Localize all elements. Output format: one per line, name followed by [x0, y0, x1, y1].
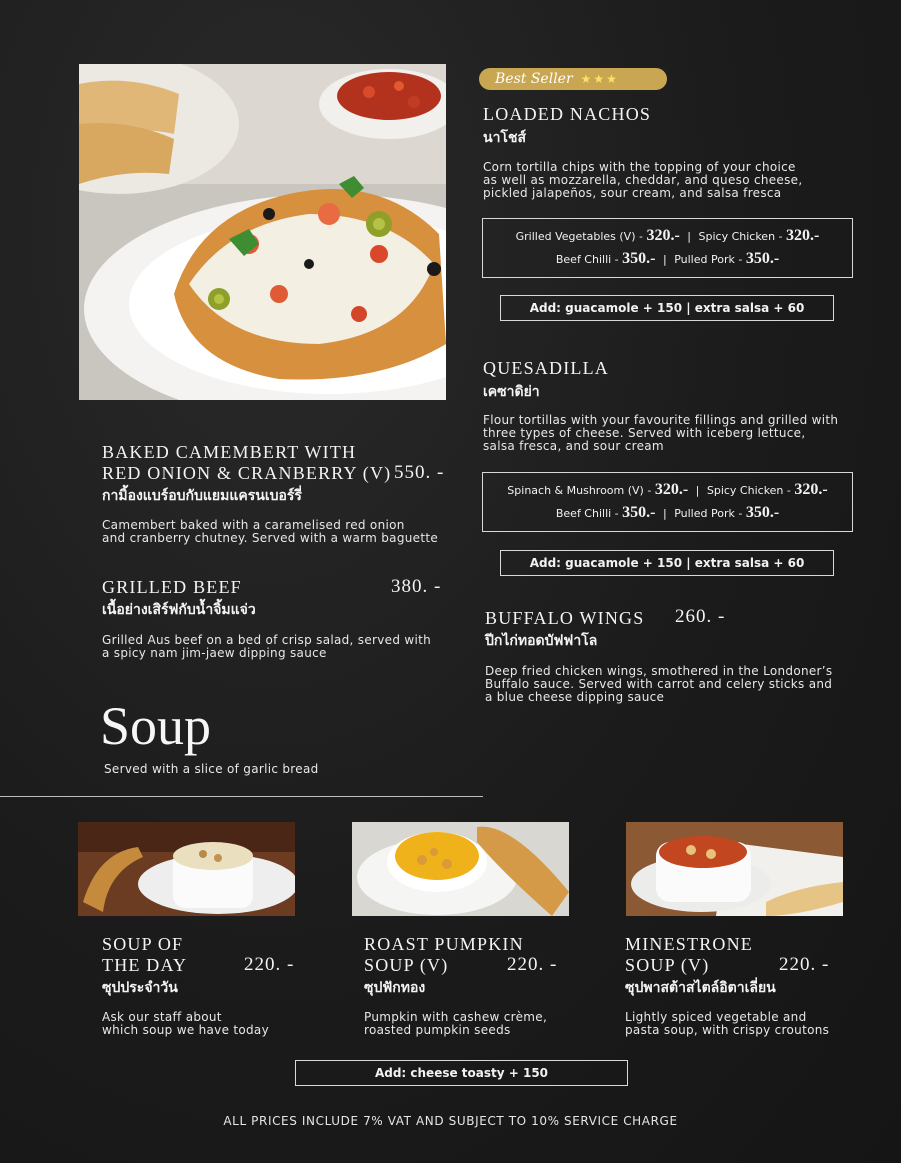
- camembert-price: 550. -: [394, 462, 445, 483]
- option-price: 320.-: [786, 227, 820, 244]
- nachos-thai-title: นาโชส์: [483, 130, 526, 146]
- option-price: 350.-: [745, 504, 780, 521]
- option-price: 320.-: [646, 227, 680, 244]
- pumpkin-soup-photo: [352, 822, 569, 916]
- section-divider: [0, 796, 483, 797]
- option-name: Spinach & Mushroom (V) -: [507, 484, 655, 497]
- option-name: Grilled Vegetables (V) -: [515, 230, 647, 243]
- soup-heading: Soup: [100, 696, 212, 756]
- beef-title: GRILLED BEEF: [102, 577, 242, 597]
- camembert-title-line-1: BAKED CAMEMBERT WITH: [102, 442, 357, 462]
- soup-3-description: Lightly spiced vegetable and pasta soup, with crispy croutons: [625, 1010, 830, 1037]
- beef-price: 380. -: [391, 576, 442, 597]
- soup-1-title-line-1: SOUP OF: [102, 934, 184, 954]
- option-price: 320.-: [794, 481, 828, 498]
- camembert-title-line-2: RED ONION & CRANBERRY (V): [102, 463, 392, 483]
- wings-price: 260. -: [675, 606, 726, 627]
- quesadilla-options-row-1: [507, 479, 827, 502]
- option-name: Spicy Chicken -: [706, 484, 795, 497]
- soup-2-title-line-2: SOUP (V): [364, 955, 449, 975]
- option-price: 350.-: [622, 250, 656, 267]
- separator: |: [662, 253, 667, 266]
- footer-note: ALL PRICES INCLUDE 7% VAT AND SUBJECT TO 10% SERVICE CHARGE: [223, 1114, 678, 1128]
- soup-subtitle: Served with a slice of garlic bread: [104, 762, 319, 776]
- quesadilla-description: Flour tortillas with your favourite fillings and grilled with three types of cheese. Served with iceberg lettuce, salsa fresca, and sour cream: [483, 413, 839, 453]
- soup-addon-box: Add: cheese toasty + 150: [295, 1060, 628, 1086]
- wings-title: BUFFALO WINGS: [485, 608, 645, 628]
- quesadilla-addons-box: Add: guacamole + 150 | extra salsa + 60: [500, 550, 834, 576]
- option-name: Pulled Pork -: [674, 507, 746, 520]
- soup-2-description: Pumpkin with cashew crème, roasted pumpkin seeds: [364, 1010, 548, 1037]
- soup-1-title-line-2: THE DAY: [102, 955, 188, 975]
- soup-of-the-day-photo: [78, 822, 295, 916]
- camembert-description: Camembert baked with a caramelised red onion and cranberry chutney. Served with a warm baguette: [102, 518, 439, 545]
- quesadilla-thai-title: เคซาดิย่า: [483, 384, 540, 400]
- separator: |: [687, 230, 691, 243]
- soup-3-thai-title: ซุปพาสต้าสไตล์อิตาเลี่ยน: [625, 980, 776, 996]
- best-seller-text: Best Seller: [495, 71, 573, 87]
- nachos-title: LOADED NACHOS: [483, 104, 652, 124]
- separator: |: [695, 484, 700, 497]
- nachos-addons-box: Add: guacamole + 150 | extra salsa + 60: [500, 295, 834, 321]
- beef-thai-title: เนื้อย่างเสิร์ฟกับน้ำจิ้มแจ่ว: [102, 602, 256, 618]
- nachos-description: Corn tortilla chips with the topping of your choice as well as mozzarella, cheddar, and queso cheese, pickled jalapeños, sour cream, and salsa fresca: [483, 160, 803, 200]
- soup-3-title-line-1: MINESTRONE: [625, 934, 753, 954]
- beef-description: Grilled Aus beef on a bed of crisp salad, served with a spicy nam jim-jaew dipping sauce: [102, 633, 432, 660]
- soup-1-description: Ask our staff about which soup we have today: [102, 1010, 269, 1037]
- nachos-photo: [79, 64, 446, 400]
- soup-3-title-line-2: SOUP (V): [625, 955, 710, 975]
- nachos-options-box: [482, 218, 853, 278]
- soup-2-thai-title: ซุปฟักทอง: [364, 980, 426, 996]
- star-icons: ★★★: [580, 72, 619, 86]
- option-price: 320.-: [654, 481, 689, 498]
- option-price: 350.-: [745, 250, 780, 267]
- option-name: Spicy Chicken -: [698, 230, 787, 243]
- quesadilla-options-row-2: [556, 502, 779, 525]
- option-price: 350.-: [622, 504, 656, 521]
- soup-3-price: 220. -: [779, 954, 830, 975]
- wings-thai-title: ปีกไก่ทอดบัฟฟาโล: [485, 633, 598, 649]
- wings-description: Deep fried chicken wings, smothered in the Londoner’s Buffalo sauce. Served with carrot and celery sticks and a blue cheese dipping sauce: [485, 664, 833, 704]
- soup-1-price: 220. -: [244, 954, 295, 975]
- camembert-thai-title: กามิ้องแบร์อบกับแยมแครนเบอร์รี่: [102, 488, 302, 504]
- best-seller-badge: [479, 68, 667, 90]
- quesadilla-title: QUESADILLA: [483, 358, 609, 378]
- nachos-options-row-1: [516, 225, 820, 248]
- option-name: Beef Chilli -: [555, 253, 623, 266]
- soup-2-price: 220. -: [507, 954, 558, 975]
- quesadilla-options-box: [482, 472, 853, 532]
- soup-1-thai-title: ซุปประจำวัน: [102, 980, 178, 996]
- option-name: Pulled Pork -: [674, 253, 746, 266]
- separator: |: [662, 507, 667, 520]
- option-name: Beef Chilli -: [555, 507, 623, 520]
- nachos-options-row-2: [556, 248, 779, 271]
- minestrone-soup-photo: [626, 822, 843, 916]
- soup-2-title-line-1: ROAST PUMPKIN: [364, 934, 524, 954]
